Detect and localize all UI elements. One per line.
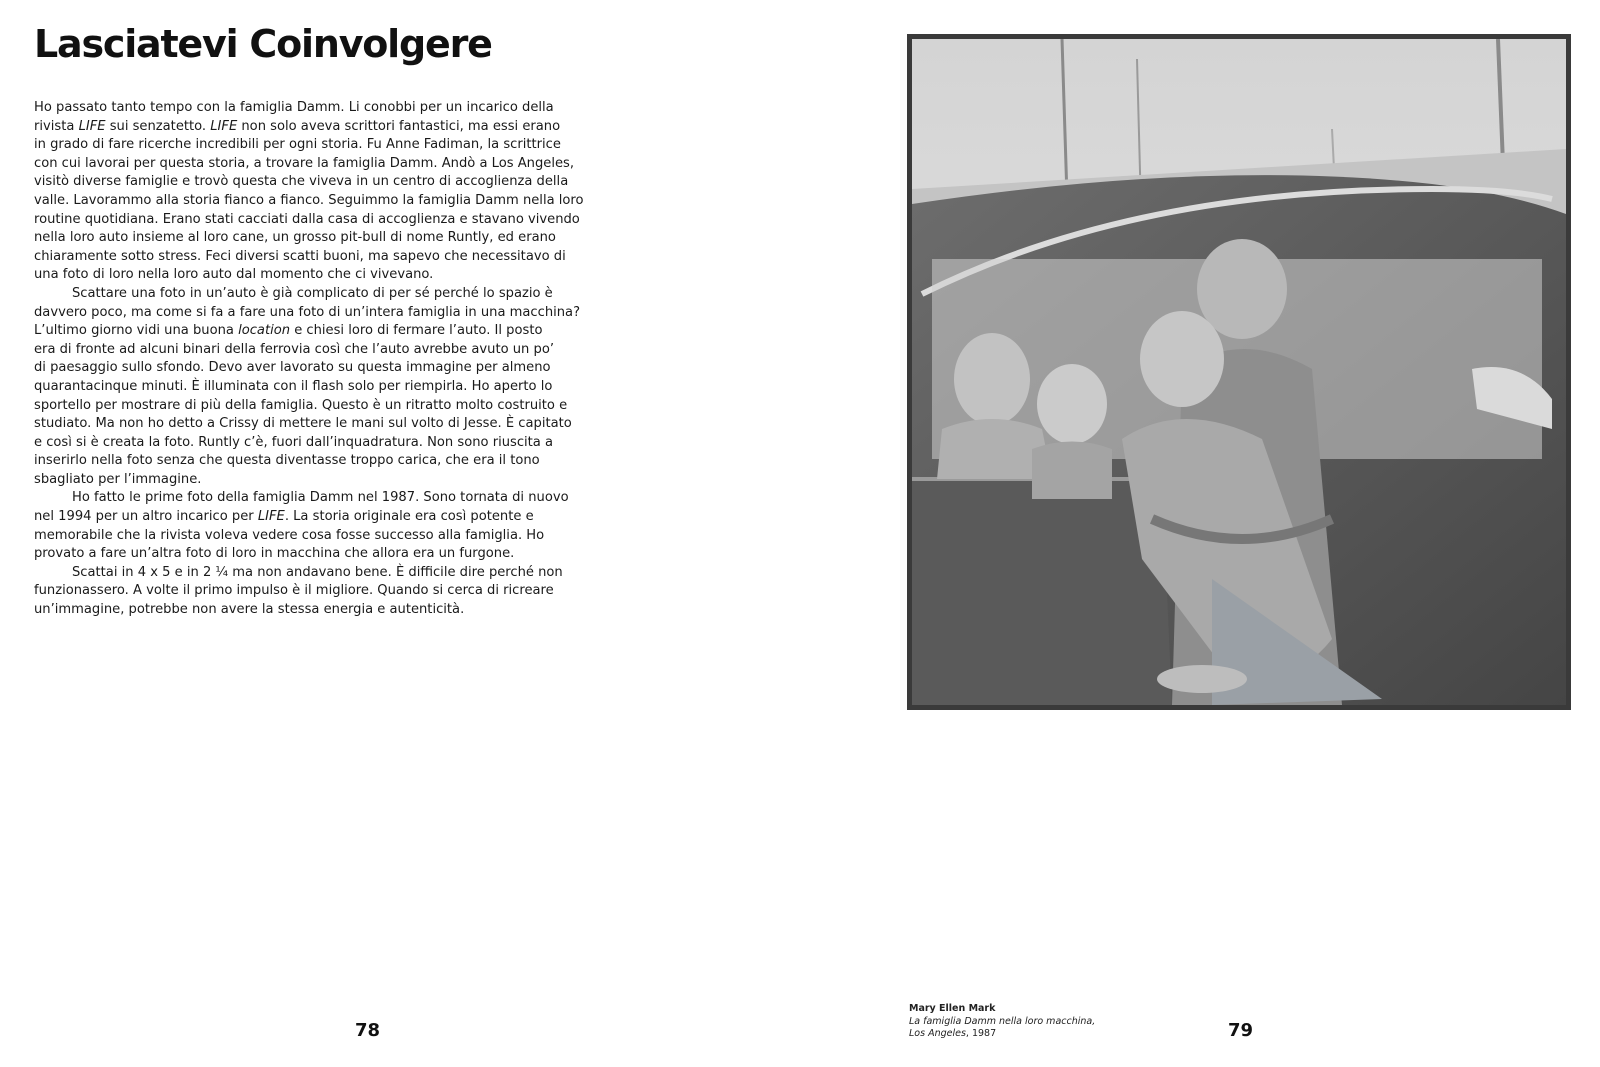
body-line <box>34 545 539 564</box>
text-run: provato a fare un’altra foto di loro in macchina che allora era un furgone. <box>34 546 515 562</box>
italic-text: LIFE <box>78 118 106 134</box>
text-run: chiaramente sotto stress. Feci diversi scatti buoni, ma sapevo che necessitavo di <box>34 248 566 264</box>
text-run: visitò diverse famiglie e trovò questa che viveva in un centro di accoglienza della <box>34 174 569 190</box>
photo-year: , 1987 <box>965 1028 997 1040</box>
photo-location-year <box>909 1028 1095 1041</box>
body-line <box>34 229 556 248</box>
text-run: funzionassero. A volte il primo impulso è il migliore. Quando si cerca di ricreare <box>34 583 554 599</box>
text-run: davvero poco, ma come si fa a fare una foto di un’intera famiglia in una macchina? <box>34 304 581 320</box>
text-run: routine quotidiana. Erano stati cacciati dalla casa di accoglienza e stavano vivendo <box>34 211 580 227</box>
body-line <box>34 266 539 285</box>
text-run: una foto di loro nella loro auto dal momento che ci vivevano. <box>34 267 434 283</box>
body-line <box>34 434 554 453</box>
damm-family-photo <box>912 39 1566 705</box>
text-run: non solo aveva scrittori fantastici, ma essi erano <box>237 118 561 134</box>
text-run: sbagliato per l’immagine. <box>34 471 202 487</box>
body-line <box>34 527 545 546</box>
photo-location: Los Angeles <box>909 1028 966 1040</box>
body-line <box>34 322 543 341</box>
body-line <box>34 248 566 267</box>
body-line <box>34 378 553 397</box>
text-run: nel 1994 per un altro incarico per <box>34 509 258 525</box>
body-line <box>34 415 572 434</box>
body-line <box>34 582 554 601</box>
body-line <box>34 211 580 230</box>
text-run: sportello per mostrare di più della famiglia. Questo è un ritratto molto costruito e <box>34 397 568 413</box>
text-run: Ho fatto le prime foto della famiglia Damm nel 1987. Sono tornata di nuovo <box>72 490 569 506</box>
body-line <box>34 285 553 304</box>
body-line <box>34 397 568 416</box>
photo-title: La famiglia Damm nella loro macchina, <box>909 1015 1096 1027</box>
body-line <box>34 155 575 174</box>
body-line <box>34 452 539 471</box>
text-run: nella loro auto insieme al loro cane, un grosso pit-bull di nome Runtly, ed erano <box>34 230 556 246</box>
text-run: rivista <box>34 118 79 134</box>
text-run: era di fronte ad alcuni binari della ferrovia così che l’auto avrebbe avuto un po’ <box>34 341 555 357</box>
body-line <box>34 471 539 490</box>
text-run: con cui lavorai per questa storia, a trovare la famiglia Damm. Andò a Los Angeles, <box>34 155 575 171</box>
article-title: Lasciatevi Coinvolgere <box>34 22 492 66</box>
page-number-right: 79 <box>1228 1020 1254 1041</box>
article-body <box>34 99 584 620</box>
text-run: e chiesi loro di fermare l’auto. Il posto <box>290 323 543 339</box>
text-run: Scattai in 4 x 5 e in 2 ¼ ma non andavano bene. È difficile dire perché non <box>72 564 563 580</box>
text-run: sui senzatetto. <box>105 118 211 134</box>
body-line <box>34 564 563 583</box>
text-run: Scattare una foto in un’auto è già complicato di per sé perché lo spazio è <box>72 285 553 301</box>
page-number-left: 78 <box>355 1020 381 1041</box>
text-run: Ho passato tanto tempo con la famiglia Damm. Li conobbi per un incarico della <box>34 100 554 115</box>
photographer-name: Mary Ellen Mark <box>909 1003 996 1014</box>
text-run: un’immagine, potrebbe non avere la stessa energia e autenticità. <box>34 602 465 618</box>
italic-text: location <box>238 323 291 339</box>
text-run: in grado di fare ricerche incredibili per ogni storia. Fu Anne Fadiman, la scrittrice <box>34 137 561 153</box>
body-line <box>34 136 561 155</box>
body-line <box>34 489 569 508</box>
body-line <box>34 192 584 211</box>
italic-text: LIFE <box>257 509 285 525</box>
right-page <box>800 0 1600 1067</box>
body-line <box>34 304 581 323</box>
text-run: L’ultimo giorno vidi una buona <box>34 323 239 339</box>
body-line <box>34 341 555 360</box>
body-line <box>34 99 554 118</box>
text-run: quarantacinque minuti. È illuminata con il flash solo per riempirla. Ho aperto lo <box>34 378 553 394</box>
text-run: memorabile che la rivista voleva vedere cosa fosse successo alla famiglia. Ho <box>34 527 545 543</box>
body-line <box>34 173 569 192</box>
body-line <box>34 359 551 378</box>
text-run: valle. Lavorammo alla storia fianco a fianco. Seguimmo la famiglia Damm nella loro <box>34 192 584 208</box>
body-line <box>34 508 539 527</box>
text-run: studiato. Ma non ho detto a Crissy di mettere le mani sul volto di Jesse. È capitato <box>34 416 572 432</box>
italic-text: LIFE <box>210 118 238 134</box>
text-run: di paesaggio sullo sfondo. Devo aver lavorato su questa immagine per almeno <box>34 360 551 376</box>
text-run: e così si è creata la foto. Runtly c’è, fuori dall’inquadratura. Non sono riuscita a <box>34 434 554 450</box>
body-line <box>34 118 561 137</box>
photo-caption <box>909 1003 1095 1041</box>
photograph <box>907 34 1571 710</box>
text-run: . La storia originale era così potente e <box>284 509 534 525</box>
text-run: inserirlo nella foto senza che questa diventasse troppo carica, che era il tono <box>34 453 540 469</box>
body-line <box>34 601 539 620</box>
